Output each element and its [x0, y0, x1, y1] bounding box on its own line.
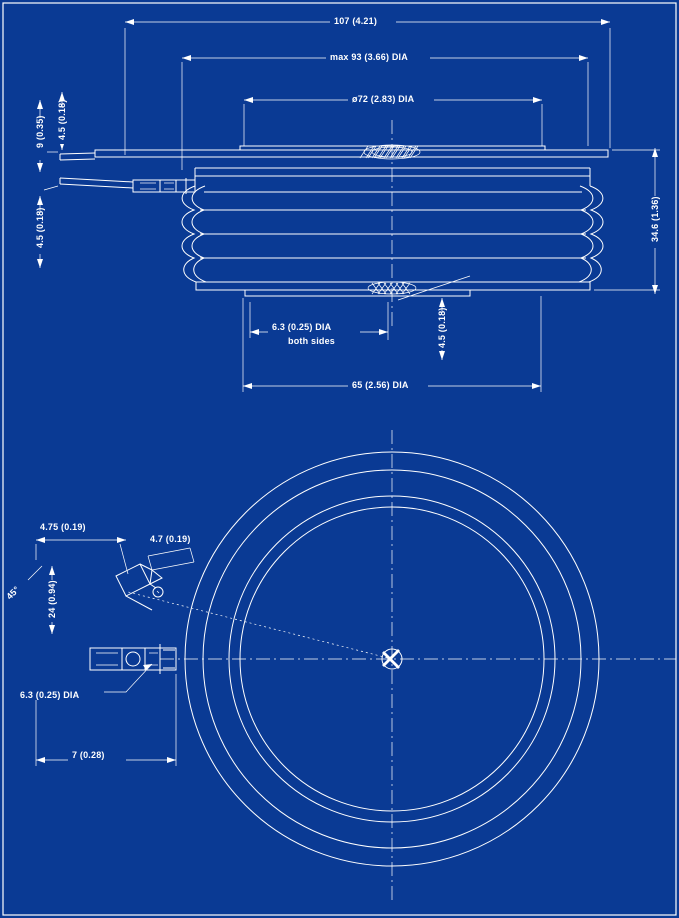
dim-lower-lead [33, 186, 58, 268]
dim-pilot-hole [250, 302, 388, 346]
dim-ceramic-diameter-label: max 93 (3.66) DIA [330, 52, 408, 62]
dim-cathode-lead-dia-label: 6.3 (0.25) DIA [20, 690, 80, 700]
side-elevation-view [33, 14, 662, 392]
dim-contact-face-label: ø72 (2.83) DIA [352, 94, 415, 104]
dim-gate-lead-width-2 [148, 532, 204, 570]
dim-gate-lead-angle-label: 45° [4, 584, 22, 602]
bottom-pole-piece [245, 290, 470, 296]
dim-pilot-hole-note: both sides [288, 336, 336, 346]
dim-pilot-hole-label: 6.3 (0.25) DIA [272, 322, 332, 332]
bottom-flange-plate [196, 282, 590, 290]
dim-gate-lead-height-label: 24 (0.94) [47, 580, 57, 618]
dim-lead-offset-label: 7 (0.28) [72, 750, 105, 760]
dim-cathode-step [398, 276, 470, 360]
top-flange-plate [95, 150, 608, 157]
dim-lead-offset [36, 674, 176, 766]
dim-cathode-step-label: 4.5 (0.18) [437, 307, 447, 348]
gate-angle-centerline [128, 592, 392, 659]
gate-lead-side-view [60, 153, 195, 194]
dim-gate-lead-height [45, 566, 59, 634]
dim-gate-lead-angle [4, 566, 42, 601]
dim-contact-face-diameter [244, 92, 542, 146]
dim-ceramic-diameter [182, 50, 588, 170]
dim-terminal-lead-offset [55, 92, 69, 150]
dim-overall-width [125, 14, 610, 155]
dim-terminal-lead-length [33, 100, 58, 172]
dim-terminal-lead-offset-label: 4.5 (0.18) [57, 99, 67, 140]
housing-internal-lines [200, 192, 586, 282]
plan-view [4, 430, 676, 900]
dim-cathode-face-label: 65 (2.56) DIA [352, 380, 409, 390]
dim-overall-height-label: 34.6 (1.36) [650, 196, 660, 242]
dim-gate-lead-width-label: 4.75 (0.19) [40, 522, 86, 532]
dim-lower-lead-label: 4.5 (0.18) [35, 207, 45, 248]
dim-terminal-lead-length-label: 9 (0.35) [35, 115, 45, 148]
top-cap-knurl [360, 145, 420, 159]
dim-overall-width-label: 107 (4.21) [334, 16, 378, 26]
gate-lead-plan [116, 564, 163, 610]
dim-gate-lead-width [36, 520, 128, 574]
dim-overall-height [594, 148, 662, 294]
dim-gate-lead-width-2-label: 4.7 (0.19) [150, 534, 191, 544]
